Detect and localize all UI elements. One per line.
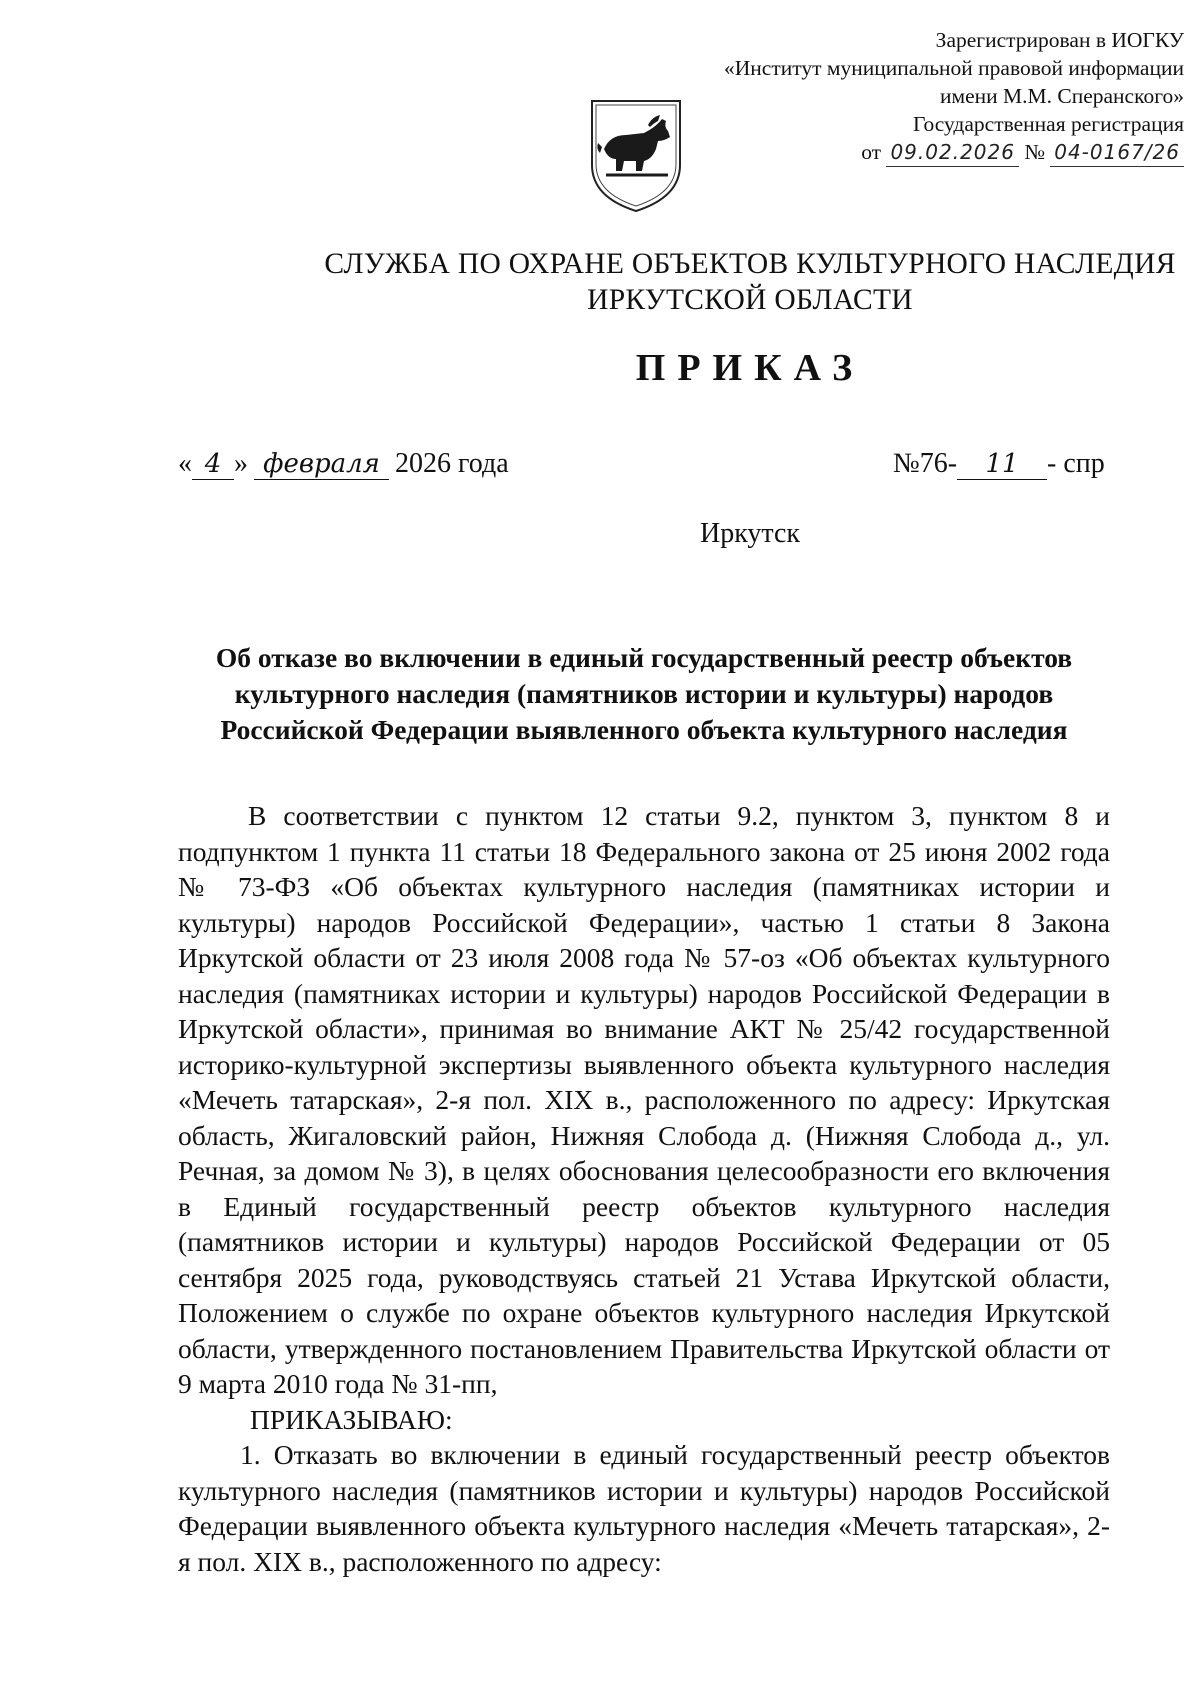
document-type-heading: ПРИКАЗ bbox=[635, 347, 865, 389]
registration-line: Зарегистрирован в ИОГКУ bbox=[935, 28, 1184, 52]
registration-number-label: № bbox=[1024, 140, 1045, 164]
order-directive: ПРИКАЗЫВАЮ: bbox=[250, 1403, 453, 1435]
registration-line: имени М.М. Сперанского» bbox=[939, 84, 1184, 108]
organization-name-line: СЛУЖБА ПО ОХРАНЕ ОБЪЕКТОВ КУЛЬТУРНОГО НАСЛЕДИЯ bbox=[324, 248, 1176, 280]
registration-line: Государственная регистрация bbox=[912, 112, 1184, 136]
babr-figure bbox=[597, 115, 670, 171]
city-name: Иркутск bbox=[699, 518, 801, 549]
date-open-quote: « bbox=[178, 448, 192, 479]
order-number bbox=[893, 448, 1105, 480]
date-day-handwritten: 4 bbox=[192, 449, 234, 480]
registration-number: 04-0167/26 bbox=[1050, 138, 1184, 167]
order-date bbox=[178, 448, 509, 480]
order-number-handwritten: 11 bbox=[957, 449, 1047, 480]
document-title-line: Российской Федерации выявленного объекта культурного наследия bbox=[220, 714, 1068, 745]
registration-date: 09.02.2026 bbox=[886, 138, 1019, 167]
organization-name bbox=[0, 246, 1200, 318]
document-body bbox=[178, 798, 1110, 1579]
order-number-prefix: №76- bbox=[893, 448, 958, 479]
order-item-1: 1. Отказать во включении в единый государственный реестр объектов культурного наследия (памятников истории и культуры) народов Российской Федерации выявленного объекта культурного наследия «Мечеть татарская», 2-я пол. XIX в., расположенного по адресу: bbox=[178, 1439, 1110, 1577]
registration-line: «Институт муниципальной правовой информации bbox=[724, 56, 1184, 80]
date-year: 2026 года bbox=[395, 448, 509, 479]
registration-from-label: от bbox=[861, 140, 882, 164]
registration-date-number bbox=[624, 138, 1184, 167]
date-month-handwritten: февраля bbox=[254, 449, 389, 480]
document-title-line: Об отказе во включении в единый государственный реестр объектов bbox=[215, 642, 1073, 673]
preamble-paragraph: В соответствии с пунктом 12 статьи 9.2, пунктом 3, пунктом 8 и подпунктом 1 пункта 11 статьи 18 Федерального закона от 25 июня 2002 года № 73-ФЗ «Об объектах культурного наследия (памятниках истории и культуры) народов Российской Федерации», частью 1 статьи 8 Закона Иркутской области от 23 июля 2008 года № 57-оз «Об объектах культурного наследия (памятниках истории и культуры) народов Российской Федерации в Иркутской области», принимая во внимание АКТ № 25/42 государственной историко-культурной экспертизы выявленного объекта культурного наследия «Мечеть татарская», 2-я пол. XIX в., расположенного по адресу: Иркутская область, Жигаловский район, Нижняя Слобода д. (Нижняя Слобода д., ул. Речная, за домом № 3), в целях обоснования целесообразности его включения в Единый государственный реестр объектов культурного наследия (памятников истории и культуры) народов Российской Федерации от 05 сентября 2025 года, руководствуясь статьей 21 Устава Иркутской области, Положением о службе по охране объектов культурного наследия Иркутской области, утвержденного постановлением Правительства Иркутской области от 9 марта 2010 года № 31-пп, bbox=[178, 800, 1110, 1399]
coat-of-arms-icon bbox=[586, 97, 686, 215]
organization-name-line: ИРКУТСКОЙ ОБЛАСТИ bbox=[587, 284, 913, 316]
date-close-quote: » bbox=[234, 448, 248, 479]
order-number-suffix: - спр bbox=[1047, 448, 1105, 479]
document-title bbox=[178, 640, 1110, 748]
document-title-line: культурного наследия (памятников истории и культуры) народов bbox=[234, 678, 1054, 709]
registration-stamp bbox=[624, 26, 1184, 167]
